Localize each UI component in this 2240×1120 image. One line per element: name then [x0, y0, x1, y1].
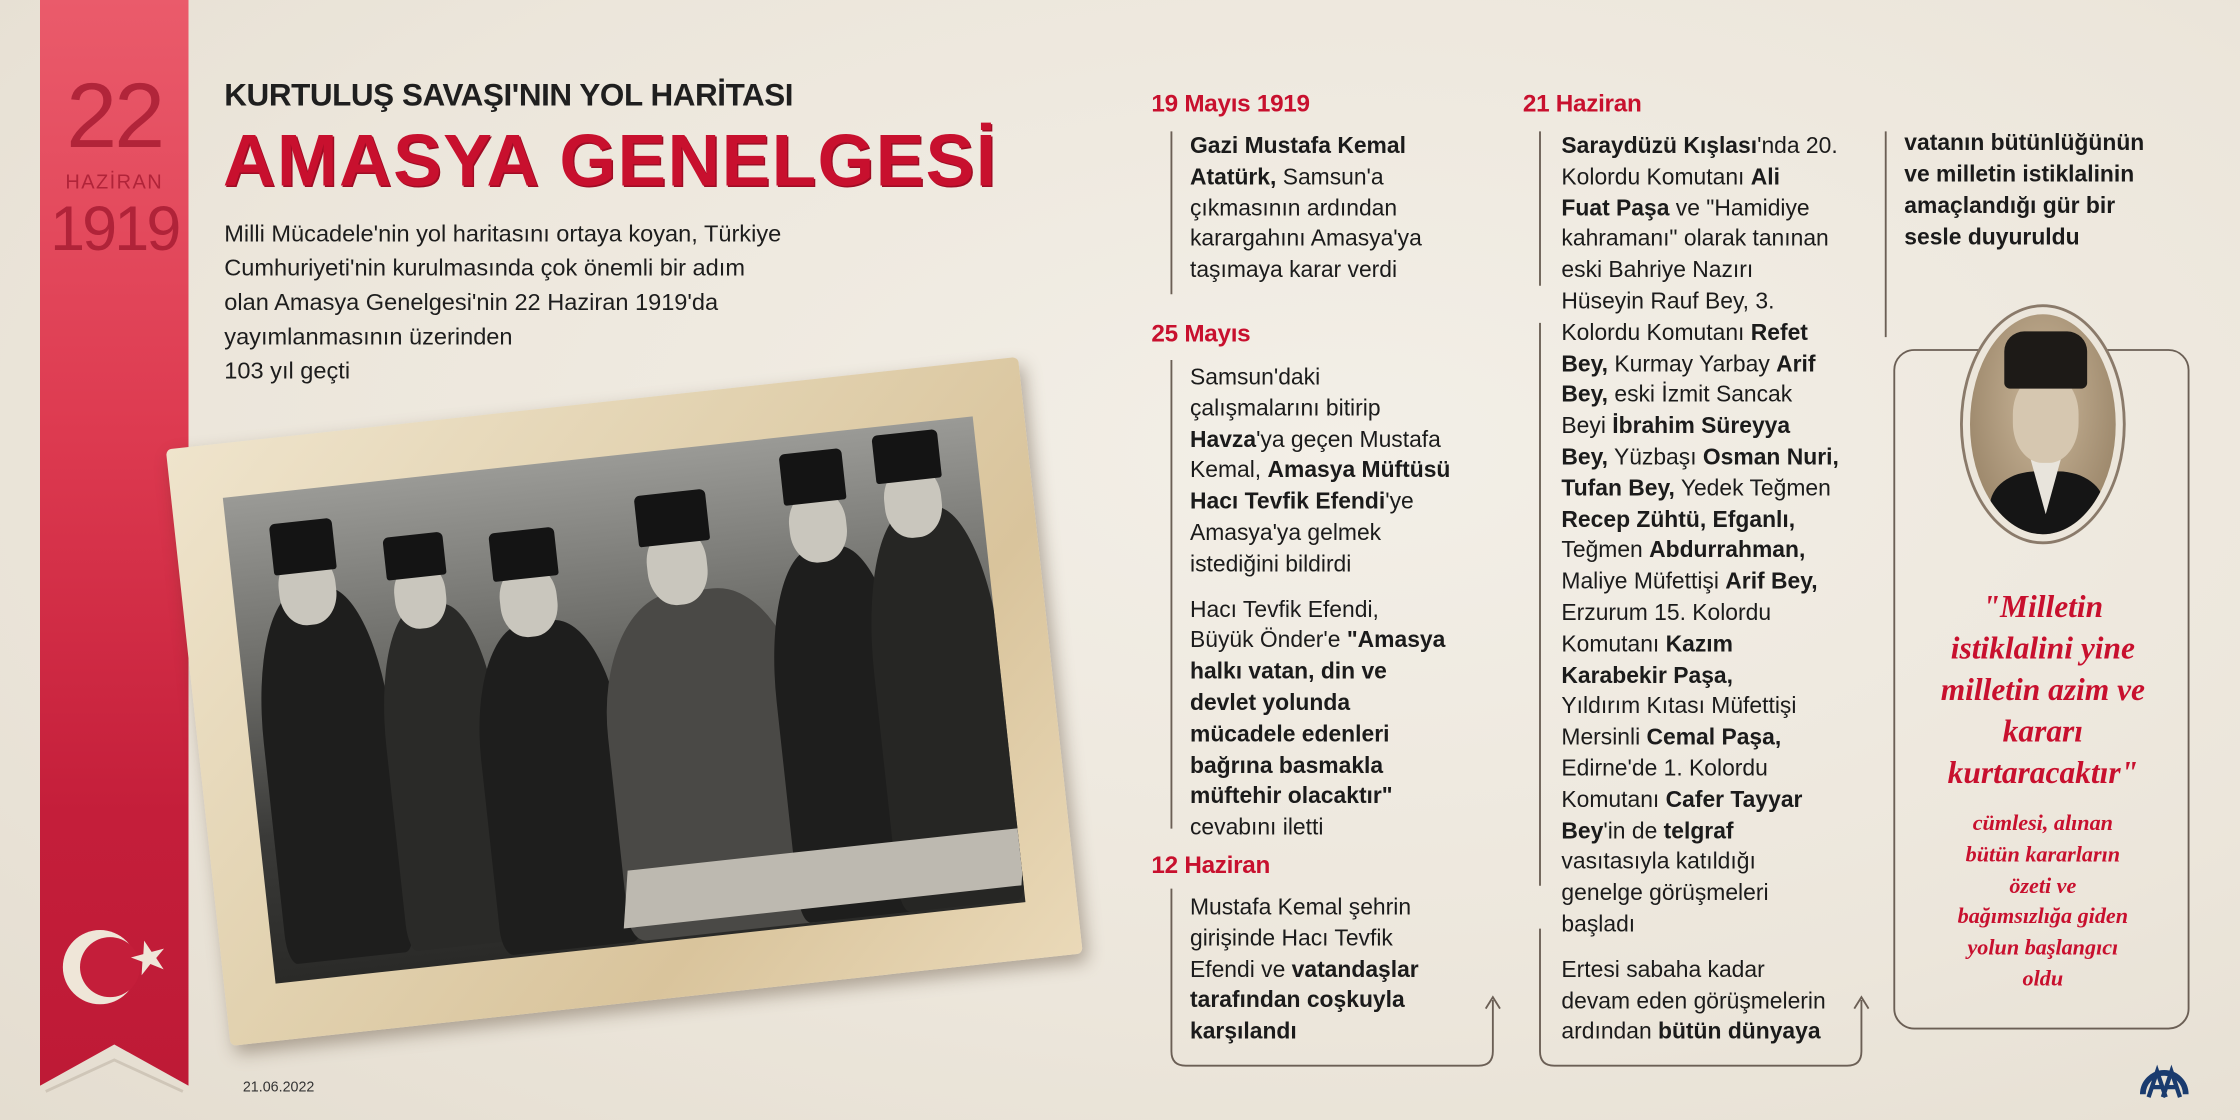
body-text: Kurmay Yarbay — [1608, 352, 1777, 377]
body-text: eski İzmit Sancak Beyi — [1561, 383, 1793, 439]
page-title: AMASYA GENELGESİ — [222, 119, 998, 202]
timeline-paragraph — [1904, 129, 2144, 255]
quote-text: "Milletin istiklalini yine milletin azim ve kararı kurtaracaktır" — [1940, 588, 2145, 790]
body-text: cevabını iletti — [1189, 815, 1324, 841]
highlighted-text: Arif Bey, — [1725, 570, 1818, 595]
timeline-paragraph — [1190, 893, 1419, 1049]
ataturk-portrait — [1960, 304, 2126, 544]
highlighted-text: Cafer Tayyar Bey — [1561, 788, 1803, 844]
timeline-entry-text — [1190, 363, 1450, 859]
timeline-entry-text — [1561, 131, 1838, 1063]
timeline-entry-text — [1190, 131, 1422, 301]
body-text: Teğmen — [1561, 539, 1643, 564]
highlighted-text: Kazım Karabekir Paşa, — [1561, 632, 1733, 688]
highlighted-text: Saraydüzü Kışlası — [1561, 134, 1758, 159]
timeline-entry-text — [1190, 893, 1419, 1063]
body-text: Samsun'daki çalışmalarını bitirip — [1189, 365, 1381, 422]
highlighted-text: Gazi Mustafa Kemal Atatürk, — [1189, 134, 1406, 190]
highlighted-text: bütün dünyaya — [1658, 1020, 1821, 1045]
aa-logo — [2139, 1057, 2190, 1107]
highlighted-text: telgraf — [1663, 819, 1734, 844]
body-text: Yedek Teğmen — [1680, 476, 1831, 502]
kicker-heading: KURTULUŞ SAVAŞI'NIN YOL HARİTASI — [224, 77, 794, 113]
timeline-date: 19 Mayıs 1919 — [1151, 89, 1310, 118]
body-text: 'nda 20. Kolordu Komutanı — [1561, 134, 1838, 190]
publish-date: 21.06.2022 — [242, 1079, 315, 1096]
highlighted-text: Cemal Paşa, — [1646, 725, 1782, 751]
ribbon-month: HAZİRAN — [65, 169, 164, 193]
highlighted-text: "Amasya halkı vatan, din ve devlet yolunda mücadele edenleri bağrına basmakla müftehir olacaktır" — [1189, 629, 1446, 810]
timeline-paragraph — [1561, 955, 1838, 1048]
timeline-paragraph — [1190, 595, 1450, 844]
timeline-paragraph — [1190, 363, 1450, 581]
body-text: Ertesi sabaha kadar devam eden görüşmelerin ardından — [1561, 958, 1826, 1045]
body-text: Yıldırım Kıtası Müfettişi Mersinli — [1561, 694, 1797, 751]
highlighted-text: Abdurrahman, — [1649, 539, 1806, 564]
highlighted-text: Havza — [1189, 427, 1257, 453]
body-text: Hacı Tevfik Efendi, Büyük Önder'e — [1189, 597, 1379, 654]
timeline-date: 25 Mayıs — [1151, 319, 1251, 348]
timeline-paragraph — [1561, 131, 1838, 941]
timeline-date: 21 Haziran — [1522, 89, 1642, 118]
highlighted-text: Ali Fuat Paşa — [1561, 165, 1780, 221]
timeline-paragraph — [1190, 131, 1422, 287]
body-text: Yüzbaşı — [1608, 445, 1703, 470]
highlighted-text: Refet Bey, — [1561, 321, 1808, 377]
quote-caption: cümlesi, alınan bütün kararların özeti ve bağımsızlığa giden yolun başlangıcı oldu — [1957, 811, 2129, 992]
ribbon-day: 22 — [66, 64, 163, 168]
intro-paragraph: Milli Mücadele'nin yol haritasını ortaya koyan, Türkiye Cumhuriyeti'nin kurulmasında çok önemli bir adım olan Amasya Genelgesi'nin 22 Haziran 1919'da yayımlanmasının üzerinden 103 yıl geçti — [224, 221, 782, 385]
body-text: 'ya geçen Mustafa Kemal, — [1189, 427, 1441, 484]
timeline-date: 12 Haziran — [1151, 851, 1271, 879]
body-text: ve "Hamidiye kahramanı" olarak tanınan eski Bahriye Nazırı Hüseyin Rauf Bey, 3. Kolordu Komutanı — [1561, 196, 1829, 346]
highlighted-text: vatanın bütünlüğünün ve milletin istiklalinin amaçlandığı gür bir sesle duyuruldu — [1904, 131, 2145, 250]
body-text: vasıtasıyla katıldığı genelge görüşmeleri başladı — [1561, 850, 1769, 938]
highlighted-text: İbrahim Süreyya Bey, — [1561, 414, 1791, 470]
highlighted-text: Arif Bey, — [1561, 352, 1816, 408]
body-text: Mustafa Kemal şehrin girişinde Hacı Tevfik Efendi ve — [1189, 895, 1412, 983]
body-text: Erzurum 15. Kolordu Komutanı — [1561, 601, 1772, 657]
ribbon-year: 1919 — [50, 194, 179, 265]
body-text: 'ye Amasya'ya gelmek istediğini bildirdi — [1189, 490, 1414, 577]
body-text: Samsun'a çıkmasının ardından karargahını Amasya'ya taşımaya karar verdi — [1189, 165, 1422, 284]
highlighted-text: vatandaşlar tarafından coşkuyla karşılandı — [1189, 957, 1419, 1045]
body-text: Edirne'de 1. Kolordu Komutanı — [1561, 757, 1768, 813]
timeline-continuation-text — [1904, 129, 2144, 269]
body-text: 'in de — [1603, 819, 1664, 844]
highlighted-text: Osman Nuri, Tufan Bey, — [1561, 445, 1839, 502]
highlighted-text: Recep Zühtü, Efganlı, — [1561, 507, 1796, 533]
body-text: Maliye Müfettişi — [1561, 570, 1719, 595]
highlighted-text: Amasya Müftüsü Hacı Tevfik Efendi — [1189, 459, 1451, 515]
